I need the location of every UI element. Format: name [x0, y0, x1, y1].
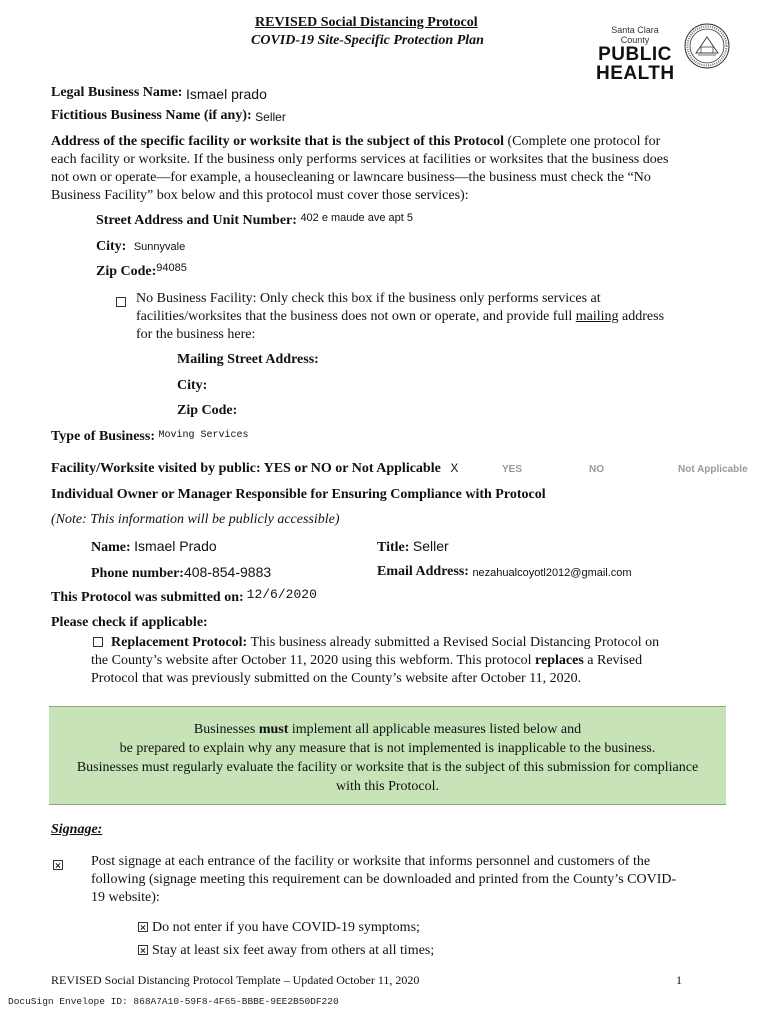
callout-line3: Businesses must regularly evaluate the facility or worksite that is the subject of this submission for compliance [76, 760, 699, 775]
county-seal-icon [684, 23, 730, 69]
city-row [96, 239, 185, 255]
callout-line2: be prepared to explain why any measure that is not implemented is inapplicable to the business. [119, 741, 656, 756]
callout-line1-pre: Businesses [193, 722, 259, 737]
address-instructions-line3: not own or operate—for example, a housecleaning or lawncare business—the business must check the “No [51, 170, 651, 185]
callout-must-word: must [258, 722, 289, 737]
owner-email-row [377, 564, 632, 580]
owner-title-label: Title: [377, 540, 410, 555]
submitted-on-field[interactable]: 12/6/2020 [246, 587, 317, 602]
zip-code-label: Zip Code: [96, 264, 157, 279]
owner-email-label: Email Address: [377, 564, 469, 579]
signage-item-line2: following (signage meeting this requirement can be downloaded and printed from the County’s COVID- [91, 872, 677, 887]
mailing-zip-code-field[interactable] [246, 403, 446, 419]
footer-template-note: REVISED Social Distancing Protocol Template – Updated October 11, 2020 [51, 973, 420, 987]
symptoms-text: Do not enter if you have COVID-19 symptoms; [152, 920, 420, 935]
address-instructions-line2: each facility or worksite. If the business only performs services at facilities or worksites that the business does [51, 152, 669, 167]
please-check-label: Please check if applicable: [51, 615, 208, 630]
owner-phone-label: Phone number: [91, 566, 184, 581]
signage-item-text [91, 853, 731, 907]
page-number: 1 [676, 973, 682, 987]
document-subtitle: COVID-19 Site-Specific Protection Plan [251, 33, 484, 48]
public-health-logo [596, 25, 674, 83]
city-label: City: [96, 239, 127, 254]
signage-item-line1: Post signage at each entrance of the facility or worksite that informs personnel and customers of the [91, 854, 651, 869]
docusign-envelope-id: DocuSign Envelope ID: 868A7A10-59F8-4F65-BBBE-9EE2B50DF220 [8, 996, 339, 1007]
visited-option-yes[interactable]: YES [502, 464, 523, 475]
street-address-label: Street Address and Unit Number: [96, 213, 297, 228]
visited-by-public-field[interactable]: X [450, 461, 459, 475]
legal-business-name-label: Legal Business Name: [51, 85, 183, 100]
street-address-field[interactable]: 402 e maude ave apt 5 [300, 212, 413, 224]
no-facility-line1: No Business Facility: Only check this box if the business only performs services at [136, 291, 601, 306]
type-of-business-label: Type of Business: [51, 429, 155, 444]
fictitious-business-name-field[interactable]: Seller [255, 110, 286, 124]
replacement-line1-rest: This business already submitted a Revised Social Distancing Protocol on [247, 635, 660, 650]
mailing-city-label: City: [177, 378, 208, 393]
replacement-protocol-label: Replacement Protocol: [111, 635, 248, 650]
callout-line1 [49, 720, 726, 739]
owner-title-row [377, 538, 449, 556]
fictitious-business-name-label: Fictitious Business Name (if any): [51, 108, 252, 123]
address-instructions-line1 [51, 133, 731, 151]
address-instructions [51, 133, 731, 205]
replacement-replaces-word: replaces [535, 653, 584, 668]
address-heading-rest: (Complete one protocol for [504, 134, 661, 149]
legal-business-name-row [51, 83, 267, 101]
no-facility-line2-pre: facilities/worksites that the business does not own or operate, and provide full [136, 309, 576, 324]
no-facility-line2-post: address [618, 309, 665, 324]
no-business-facility-checkbox[interactable] [116, 293, 130, 311]
address-instructions-line4: Business Facility” box below and this protocol must cover those services): [51, 188, 469, 203]
logo-county-name: Santa Clara County [611, 25, 659, 45]
owner-phone-row [91, 564, 271, 582]
mailing-city-field[interactable] [215, 378, 515, 394]
signage-item-line3: 19 website): [91, 890, 160, 905]
symptoms-checkbox[interactable] [138, 922, 148, 932]
mailing-zip-code-label: Zip Code: [177, 403, 238, 418]
no-business-facility-text [136, 290, 736, 344]
mailing-street-address-field[interactable] [340, 352, 640, 368]
submitted-on-row [51, 587, 317, 606]
address-heading: Address of the specific facility or worksite that is the subject of this Protocol [51, 134, 504, 149]
requirements-callout [49, 706, 726, 805]
owner-note: (Note: This information will be publicly accessible) [51, 512, 340, 527]
mailing-underlined: mailing [575, 309, 619, 324]
owner-name-label: Name: [91, 540, 131, 555]
owner-title-field[interactable]: Seller [412, 538, 449, 554]
callout-line4: with this Protocol. [335, 779, 440, 794]
visited-option-not-applicable[interactable]: Not Applicable [678, 464, 748, 475]
zip-code-field[interactable]: 94085 [156, 262, 187, 274]
signage-sub-item-symptoms [138, 920, 420, 936]
zip-code-row [96, 264, 187, 280]
replacement-line3: Protocol that was previously submitted on the County’s website after October 11, 2020. [91, 671, 582, 686]
replacement-line2-pre: the County’s website after October 11, 2020 using this webform. This protocol [91, 653, 536, 668]
callout-line1-post: implement all applicable measures listed below and [288, 722, 582, 737]
legal-business-name-field[interactable]: Ismael prado [185, 86, 267, 102]
fictitious-business-name-row [51, 108, 286, 124]
signage-heading: Signage: [51, 822, 103, 837]
checkbox-icon [116, 297, 126, 307]
checked-box-icon [53, 860, 63, 870]
logo-health-text: HEALTH [596, 63, 675, 84]
signage-checkbox[interactable] [53, 856, 67, 874]
type-of-business-field[interactable]: Moving Services [158, 430, 249, 441]
city-field[interactable]: Sunnyvale [133, 241, 186, 253]
distance-text: Stay at least six feet away from others at all times; [152, 943, 435, 958]
owner-heading: Individual Owner or Manager Responsible for Ensuring Compliance with Protocol [51, 487, 546, 502]
visited-option-no[interactable]: NO [589, 464, 604, 475]
owner-email-field[interactable]: nezahualcoyotl2012@gmail.com [472, 567, 632, 579]
visited-by-public-row [51, 461, 458, 477]
logo-public-text: PUBLIC [598, 44, 672, 65]
distance-checkbox[interactable] [138, 945, 148, 955]
no-facility-line2 [136, 308, 736, 326]
mailing-street-address-label: Mailing Street Address: [177, 352, 319, 367]
replacement-protocol-checkbox[interactable] [93, 637, 103, 647]
document-title: REVISED Social Distancing Protocol [255, 15, 478, 30]
type-of-business-row [51, 429, 249, 445]
replacement-line2 [91, 652, 731, 670]
owner-name-row [91, 538, 217, 556]
street-address-row [96, 213, 413, 229]
no-facility-line3: for the business here: [136, 327, 256, 342]
submitted-on-label: This Protocol was submitted on: [51, 590, 244, 605]
owner-phone-field[interactable]: 408-854-9883 [183, 564, 272, 580]
replacement-line2-post: a Revised [583, 653, 643, 668]
visited-by-public-label: Facility/Worksite visited by public: YES or NO or Not Applicable [51, 461, 441, 476]
replacement-line1 [91, 634, 731, 652]
signage-sub-item-distance [138, 943, 434, 959]
replacement-protocol-text [91, 634, 731, 688]
owner-name-field[interactable]: Ismael Prado [134, 538, 217, 554]
